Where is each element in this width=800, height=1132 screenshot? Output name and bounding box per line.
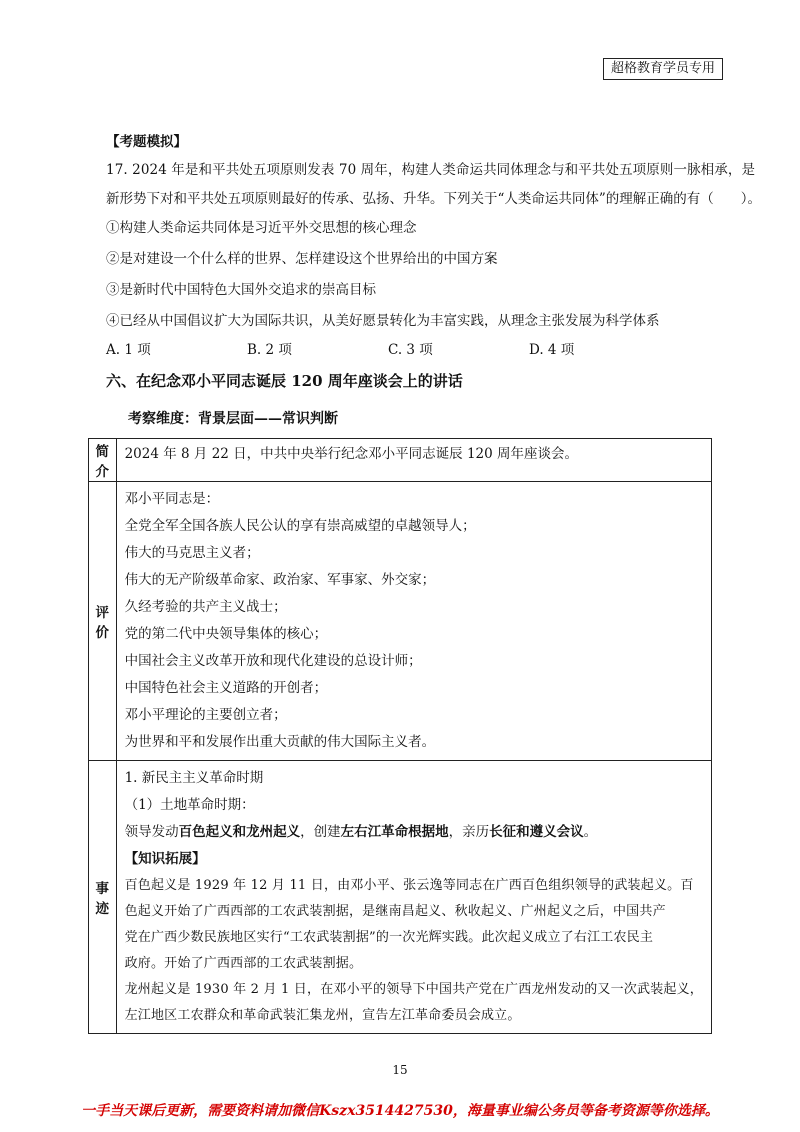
- eval-line: 为世界和平和发展作出重大贡献的伟大国际主义者。: [124, 734, 436, 750]
- option-c: C. 3 项: [388, 342, 433, 358]
- option-d: D. 4 项: [529, 342, 575, 358]
- deeds-label: 事迹: [89, 761, 117, 1034]
- table-row-eval: [89, 482, 712, 761]
- knowledge-line: 党在广西少数民族地区实行“工农武装割据”的一次光辉实践。此次起义成立了右江工农民主: [124, 930, 654, 945]
- eval-line: 伟大的马克思主义者；: [124, 545, 260, 561]
- eval-label: 评价: [89, 482, 117, 761]
- knowledge-line: 色起义开始了广西西部的工农武装割据，是继南昌起义、秋收起义、广州起义之后，中国共产: [124, 904, 666, 919]
- page-number: 15: [392, 1063, 408, 1077]
- eval-line: 全党全军全国各族人民公认的享有崇高威望的卓越领导人；: [124, 518, 476, 534]
- knowledge-line: 龙州起义是 1930 年 2 月 1 日，在邓小平的领导下中国共产党在广西龙州发动的又一次武装起义，: [124, 982, 703, 997]
- option-b: B. 2 项: [247, 342, 292, 358]
- eval-line: 久经考验的共产主义战士；: [124, 599, 287, 615]
- answer-options: [106, 340, 670, 360]
- intro-text: 2024 年 8 月 22 日，中共中央举行纪念邓小平同志诞辰 120 周年座谈会。: [116, 439, 711, 482]
- question-stem-line1: 17. 2024 年是和平共处五项原则发表 70 周年，构建人类命运共同体理念与和平共处五项原则一脉相承，是: [106, 162, 756, 178]
- footer-promo: 一手当天课后更新，需要资料请加微信Kszx3514427530，海量事业编公务员等备考资源等你选择。: [81, 1103, 719, 1119]
- eval-line: 党的第二代中央领导集体的核心；: [124, 626, 328, 642]
- header-badge: 超格教育学员专用: [603, 58, 723, 80]
- eval-line: 邓小平同志是：: [124, 491, 220, 507]
- eval-line: 伟大的无产阶级革命家、政治家、军事家、外交家；: [124, 572, 436, 588]
- question-stem-line2: 新形势下对和平共处五项原则最好的传承、弘扬、升华。下列关于“人类命运共同体”的理解正确的有（ ）。: [106, 191, 762, 207]
- section-dimension: 考察维度：背景层面——常识判断: [128, 411, 338, 427]
- eval-content: [116, 482, 711, 761]
- section-title: 六、在纪念邓小平同志诞辰 120 周年座谈会上的讲话: [106, 372, 463, 390]
- statement-4: ④已经从中国倡议扩大为国际共识，从美好愿景转化为丰富实践，从理念主张发展为科学体系: [106, 313, 660, 329]
- deeds-main: 领导发动百色起义和龙州起义，创建左右江革命根据地，亲历长征和遵义会议。: [124, 824, 598, 840]
- deeds-sub: （1）土地革命时期：: [124, 797, 255, 813]
- knowledge-line: 左江地区工农群众和革命武装汇集龙州，宣告左江革命委员会成立。: [124, 1008, 521, 1023]
- info-table: [88, 438, 712, 1034]
- statement-2: ②是对建设一个什么样的世界、怎样建设这个世界给出的中国方案: [106, 251, 498, 267]
- table-row-deeds: [89, 761, 712, 1034]
- eval-line: 中国特色社会主义道路的开创者；: [124, 680, 328, 696]
- statement-1: ①构建人类命运共同体是习近平外交思想的核心理念: [106, 220, 417, 236]
- option-a: A. 1 项: [106, 342, 151, 358]
- table-row-intro: [89, 439, 712, 482]
- knowledge-tag: 【知识拓展】: [124, 851, 206, 867]
- deeds-content: [116, 761, 711, 1034]
- deeds-period: 1. 新民主主义革命时期: [124, 770, 264, 786]
- intro-label: 简介: [89, 439, 117, 482]
- knowledge-line: 政府。开始了广西西部的工农武装割据。: [124, 956, 363, 971]
- eval-line: 邓小平理论的主要创立者；: [124, 707, 287, 723]
- statement-3: ③是新时代中国特色大国外交追求的崇高目标: [106, 282, 376, 298]
- knowledge-line: 百色起义是 1929 年 12 月 11 日，由邓小平、张云逸等同志在广西百色组织领导的武装起义。百: [124, 878, 694, 893]
- eval-line: 中国社会主义改革开放和现代化建设的总设计师；: [124, 653, 422, 669]
- question-tag: 【考题模拟】: [106, 134, 187, 150]
